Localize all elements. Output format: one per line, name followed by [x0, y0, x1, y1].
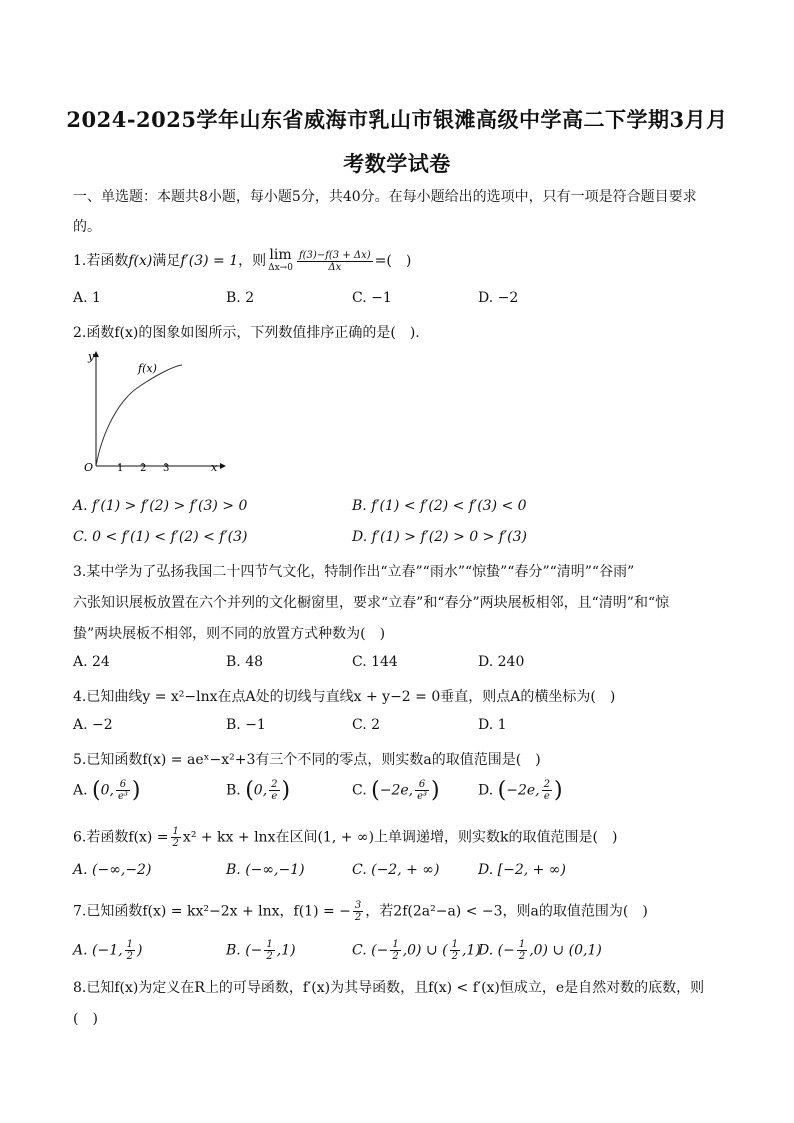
q7-a-end: ): [136, 942, 143, 959]
q6-option-b: B. (−∞,−1): [226, 862, 305, 878]
q7-d-den: 2: [518, 951, 526, 962]
q2-option-a: A. f′(1) > f′(2) > f′(3) > 0: [73, 498, 248, 514]
q2-option-b: B. f′(1) < f′(2) < f′(3) < 0: [352, 498, 527, 514]
q1-lim-sub: Δx→0: [268, 263, 293, 273]
q5-d-den: e: [543, 791, 550, 802]
q1-frac-den: Δx: [328, 261, 342, 273]
q6-suffix: x² + kx + lnx在区间(1, + ∞)上单调递增，则实数k的取值范围是( ): [182, 829, 618, 846]
q5-c-close-paren: ): [431, 778, 440, 803]
q5-d-close-paren: ): [553, 778, 563, 803]
q7-fraction: [353, 900, 363, 923]
q1-fx: f(x): [128, 253, 153, 269]
q5-b-left: 0,: [253, 782, 268, 799]
q7-d-text: D. (−: [478, 942, 515, 959]
question-7-stem: [73, 900, 648, 923]
q7-c-den-1: 2: [392, 951, 399, 962]
q7-c-den-2: 2: [451, 951, 458, 962]
section-instructions-line2: 的。: [73, 219, 101, 235]
q5-c-den: e³: [417, 791, 428, 802]
q4-option-b: B. −1: [226, 717, 266, 733]
q5-a-open-paren: (: [92, 778, 101, 803]
q6-option-a: A. (−∞,−2): [73, 862, 152, 878]
q4-option-a: A. −2: [73, 717, 113, 733]
q6-option-d: D. [−2, + ∞): [478, 862, 566, 878]
q1-option-d: D. −2: [478, 290, 519, 306]
q1-cond: f′(3) = 1: [180, 253, 239, 269]
x-axis-arrow-icon: [220, 463, 226, 469]
q1-prefix: 1.若函数: [73, 253, 129, 269]
q7-suffix: ，若2f(2a²−a) < −3，则a的取值范围为( ): [365, 903, 648, 920]
q1-fraction: [297, 250, 373, 273]
q7-d-fraction: [517, 939, 527, 962]
q5-d-open-paren: (: [497, 778, 507, 803]
q4-option-d: D. 1: [478, 717, 507, 733]
q6-option-c: C. (−2, + ∞): [352, 862, 440, 878]
q1-lim-word: lim: [269, 247, 292, 263]
question-2-stem: 2.函数f(x)的图象如图所示，下列数值排序正确的是( ).: [73, 325, 420, 341]
q7-b-text: B. (−: [226, 942, 263, 959]
q7-c-text: C. (−: [352, 942, 389, 959]
q3-option-a: A. 24: [73, 654, 110, 670]
q7-b-den: 2: [266, 951, 273, 962]
question-3-line1: 3.某中学为了弘扬我国二十四节气文化，特制作出“立春”“雨水”“惊蛰”“春分”“清明”“谷雨”: [73, 564, 635, 580]
q5-b-label: B.: [226, 782, 241, 799]
q1-limit: [268, 248, 293, 274]
q7-option-d: [478, 939, 602, 962]
q5-b-close-paren: ): [281, 778, 291, 803]
q5-a-close-paren: ): [131, 778, 141, 803]
curve-label: f(x): [138, 362, 157, 375]
section-instructions-line1: 一、单选题：本题共8小题，每小题5分，共40分。在每小题给出的选项中，只有一项是符合题目要求: [73, 189, 697, 205]
q7-a-num: 1: [126, 939, 133, 950]
q2-option-d: D. f′(1) > f′(2) > 0 > f′(3): [352, 529, 527, 545]
q1-mid: 满足: [152, 253, 181, 269]
q5-a-num: 6: [116, 779, 130, 791]
fx-curve: [96, 365, 182, 466]
q6-frac-num: 1: [172, 826, 179, 837]
q3-option-c: C. 144: [352, 654, 398, 670]
q1-option-a: A. 1: [73, 290, 101, 306]
question-3-line3: 蛰”两块展板不相邻，则不同的放置方式种数为( ): [73, 626, 386, 642]
tick-label-2: 2: [140, 463, 147, 474]
question-4-stem: 4.已知曲线y = x²−lnx在点A处的切线与直线x + y−2 = 0垂直，则点A的横坐标为( ): [73, 689, 616, 705]
q5-option-b: [226, 778, 290, 803]
q7-b-num: 1: [266, 939, 273, 950]
q7-c-fraction-1: [390, 939, 400, 962]
q7-a-text: A. (−1,: [73, 942, 123, 959]
q5-c-label: C.: [352, 782, 367, 799]
q6-frac-den: 2: [172, 838, 179, 849]
q7-c-mid: ,0) ∪ (: [402, 942, 448, 959]
question-8-line2: ( ): [73, 1011, 98, 1027]
q4-option-c: C. 2: [352, 717, 381, 733]
q5-a-den: e³: [117, 791, 128, 802]
q5-c-left: −2e,: [379, 782, 414, 799]
q5-a-fraction: [116, 779, 130, 802]
x-axis-label: x: [211, 461, 218, 474]
q5-a-label: A.: [73, 782, 88, 799]
question-1-stem: [73, 248, 411, 274]
q7-b-fraction: [264, 939, 274, 962]
q1-option-c: C. −1: [352, 290, 392, 306]
q5-c-open-paren: (: [371, 778, 380, 803]
tick-label-1: 1: [117, 463, 124, 474]
q5-d-num: 2: [543, 779, 550, 790]
q3-option-d: D. 240: [478, 654, 525, 670]
q5-option-a: [73, 778, 141, 803]
origin-label: O: [84, 461, 94, 474]
question-5-stem: 5.已知函数f(x) = aeˣ−x²+3有三个不同的零点，则实数a的取值范围是( ): [73, 752, 541, 768]
q7-c-fraction-2: [450, 939, 460, 962]
q7-option-c: [352, 939, 481, 962]
q7-c-end: ,1): [461, 942, 481, 959]
exam-title-line2: 考数学试卷: [343, 151, 451, 176]
q5-b-num: 2: [271, 779, 278, 790]
q7-option-a: [73, 939, 142, 962]
question-8-line1: 8.已知f(x)为定义在R上的可导函数，f′(x)为其导函数，且f(x) < f′(x)恒成立，e是自然对数的底数，则: [73, 980, 705, 996]
q7-d-end: ,0) ∪ (0,1): [529, 942, 602, 959]
q5-d-left: −2e,: [506, 782, 540, 799]
question-3-line2: 六张知识展板放置在六个并列的文化橱窗里，要求“立春”和“春分”两块展板相邻，且“清明”和“惊: [73, 595, 670, 611]
q7-c-num-1: 1: [392, 939, 399, 950]
q2-option-c: C. 0 < f′(1) < f′(2) < f′(3): [73, 529, 248, 545]
q7-option-b: [226, 939, 296, 962]
q5-d-fraction: [542, 779, 552, 802]
q7-d-num: 1: [518, 939, 526, 950]
q5-b-den: e: [271, 791, 278, 802]
q5-b-open-paren: (: [245, 778, 254, 803]
q1-frac-num: f(3)−f(3 + Δx): [298, 249, 371, 261]
q1-option-b: B. 2: [226, 290, 255, 306]
q7-c-num-2: 1: [451, 939, 458, 950]
q5-option-c: [352, 778, 440, 803]
q6-fraction: [171, 826, 181, 849]
q7-b-end: ,1): [276, 942, 296, 959]
q1-suffix: =( ): [374, 253, 412, 269]
q5-a-left: 0,: [100, 782, 114, 799]
q7-frac-num: 3: [354, 900, 362, 911]
q5-b-fraction: [269, 779, 279, 802]
exam-title-line1: 2024-2025学年山东省威海市乳山市银滩高级中学高二下学期3月月: [66, 107, 728, 132]
q7-a-den: 2: [126, 951, 133, 962]
q2-function-graph: [78, 348, 228, 480]
q6-prefix: 6.若函数f(x) =: [73, 829, 169, 846]
q7-prefix: 7.已知函数f(x) = kx²−2x + lnx，f(1) = −: [73, 903, 351, 920]
q3-option-b: B. 48: [226, 654, 264, 670]
q5-c-fraction: [415, 779, 429, 802]
tick-label-3: 3: [163, 463, 170, 474]
q7-a-fraction: [125, 939, 135, 962]
q7-frac-den: 2: [354, 912, 362, 923]
q5-c-num: 6: [415, 779, 429, 791]
q5-d-label: D.: [478, 782, 494, 799]
y-axis-label: y: [88, 350, 95, 363]
q1-mid2: ，则: [238, 253, 267, 269]
q5-option-d: [478, 778, 563, 803]
question-6-stem: [73, 826, 617, 849]
